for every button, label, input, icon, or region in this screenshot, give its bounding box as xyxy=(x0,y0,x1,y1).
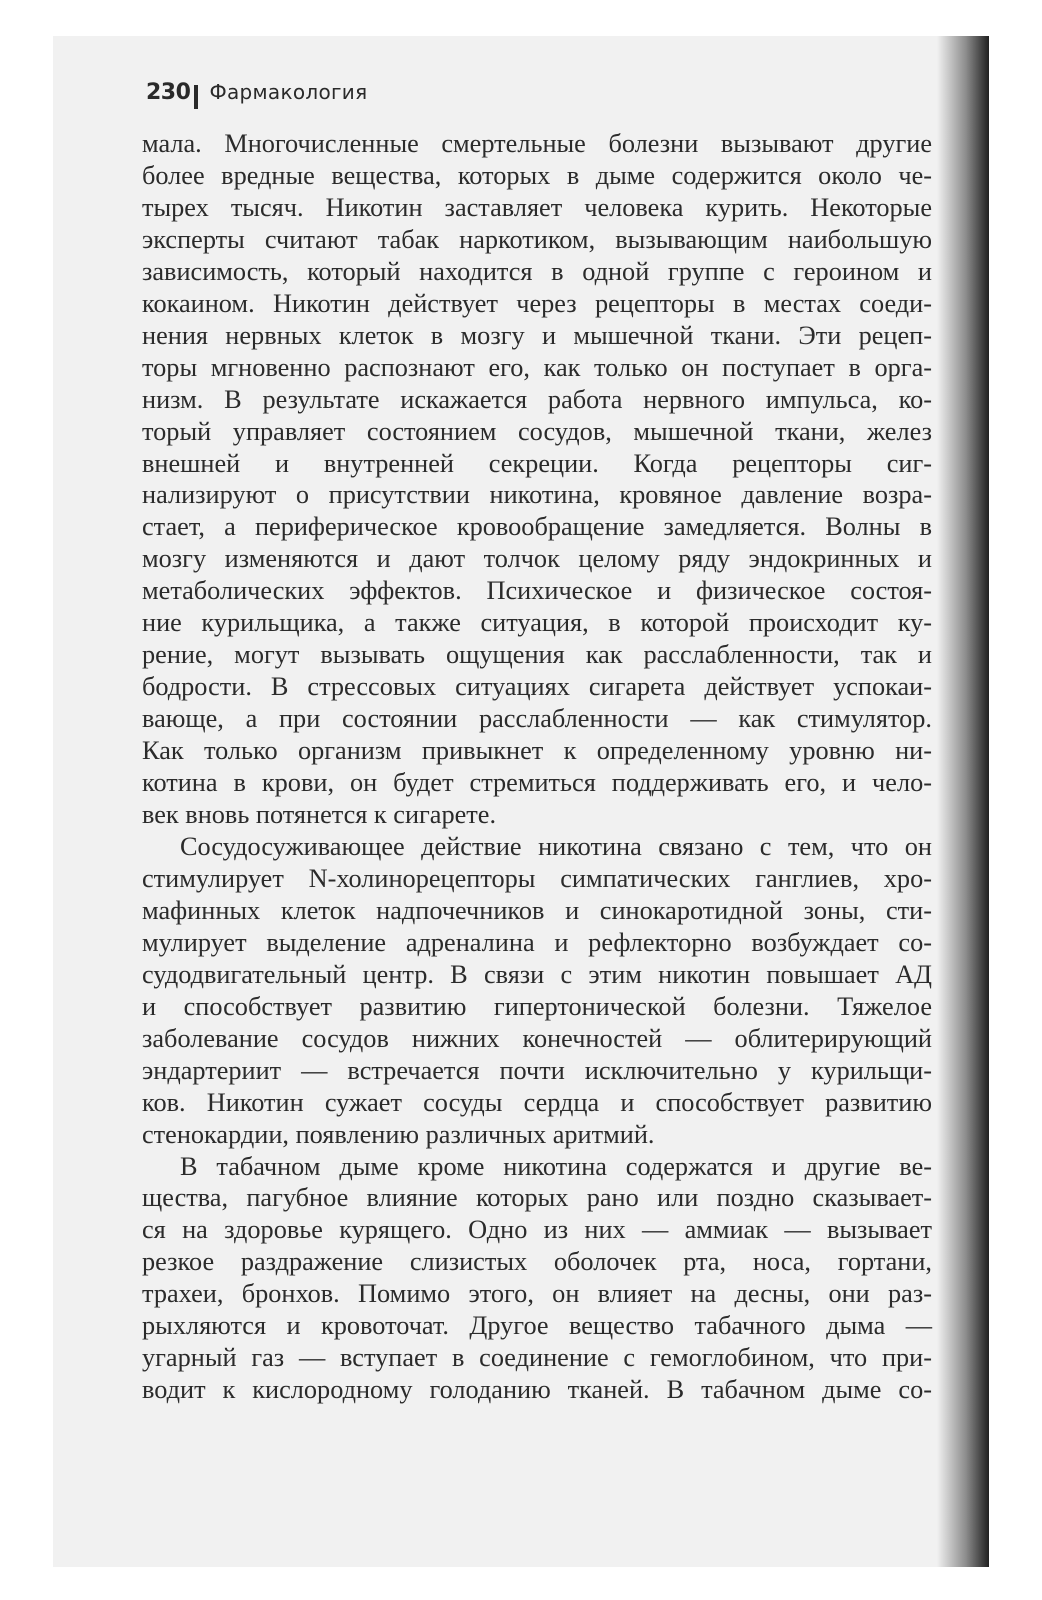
text-line: торый управляет состоянием сосудов, мышечной ткани, желез xyxy=(142,416,932,446)
text-line: более вредные вещества, которых в дыме содержится около че- xyxy=(142,160,932,190)
page-edge-shadow xyxy=(937,36,989,1567)
text-line: внешней и внутренней секреции. Когда рецепторы сиг- xyxy=(142,448,932,478)
text-line: угарный газ — вступает в соединение с гемоглобином, что при- xyxy=(142,1343,932,1373)
text-line: ся на здоровье курящего. Одно из них — аммиак — вызывает xyxy=(142,1215,932,1245)
text-line: водит к кислородному голоданию тканей. В табачном дыме со- xyxy=(142,1375,932,1405)
text-line: тырех тысяч. Никотин заставляет человека курить. Некоторые xyxy=(142,192,932,222)
text-line: мала. Многочисленные смертельные болезни вызывают другие xyxy=(142,129,932,158)
page-number: 230 xyxy=(146,80,191,105)
text-line: рыхляются и кровоточат. Другое вещество табачного дыма — xyxy=(142,1311,932,1341)
text-line: стимулирует N-холинорецепторы симпатических ганглиев, хро- xyxy=(142,863,932,893)
text-line: котина в крови, он будет стремиться поддерживать его, и чело- xyxy=(142,768,932,798)
text-line: резкое раздражение слизистых оболочек рта, носа, гортани, xyxy=(142,1247,932,1277)
text-line: век вновь потянется к сигарете. xyxy=(142,800,497,830)
text-line: мулирует выделение адреналина и рефлекторно возбуждает со- xyxy=(142,927,932,957)
text-line: нализируют о присутствии никотина, кровяное давление возра- xyxy=(142,480,932,510)
text-line: бодрости. В стрессовых ситуациях сигарета действует успокаи- xyxy=(142,672,932,702)
text-line: щества, пагубное влияние которых рано или поздно сказывает- xyxy=(142,1183,932,1213)
text-line: трахеи, бронхов. Помимо этого, он влияет на десны, они раз- xyxy=(142,1279,932,1309)
text-line: метаболических эффектов. Психическое и физическое состоя- xyxy=(142,576,932,606)
text-line: вающе, а при состоянии расслабленности — как стимулятор. xyxy=(142,704,932,734)
text-line: мозгу изменяются и дают толчок целому ряду эндокринных и xyxy=(142,544,932,574)
running-title: Фармакология xyxy=(209,80,368,104)
text-line: судодвигательный центр. В связи с этим никотин повышает АД xyxy=(142,959,932,989)
text-line: торы мгновенно распознают его, как только он поступает в орга- xyxy=(142,352,932,382)
running-header xyxy=(146,80,367,114)
text-line: мафинных клеток надпочечников и синокаротидной зоны, сти- xyxy=(142,895,932,925)
text-line: кокаином. Никотин действует через рецепторы в местах соеди- xyxy=(142,288,932,318)
text-line: нения нервных клеток в мозгу и мышечной ткани. Эти рецеп- xyxy=(142,320,932,350)
text-line: стает, а периферическое кровообращение замедляется. Волны в xyxy=(142,512,932,542)
text-line: Как только организм привыкнет к определенному уровню ни- xyxy=(142,736,932,766)
text-line: ков. Никотин сужает сосуды сердца и способствует развитию xyxy=(142,1087,932,1117)
text-line: и способствует развитию гипертонической болезни. Тяжелое xyxy=(142,991,932,1021)
text-line: ние курильщика, а также ситуация, в которой происходит ку- xyxy=(142,608,932,638)
text-line: зависимость, который находится в одной группе с героином и xyxy=(142,256,932,286)
text-line: стенокардии, появлению различных аритмий. xyxy=(142,1119,655,1149)
body-text xyxy=(142,128,932,1406)
header-divider xyxy=(194,85,198,109)
text-line: эксперты считают табак наркотиком, вызывающим наибольшую xyxy=(142,224,932,254)
text-line: низм. В результате искажается работа нервного импульса, ко- xyxy=(142,384,932,414)
book-page xyxy=(53,36,989,1567)
text-line: Сосудосуживающее действие никотина связано с тем, что он xyxy=(180,831,932,861)
text-line: В табачном дыме кроме никотина содержатся и другие ве- xyxy=(180,1151,932,1181)
text-line: эндартериит — встречается почти исключительно у курильщи- xyxy=(142,1055,932,1085)
text-line: рение, могут вызывать ощущения как расслабленности, так и xyxy=(142,640,932,670)
text-line: заболевание сосудов нижних конечностей — облитерирующий xyxy=(142,1023,932,1053)
